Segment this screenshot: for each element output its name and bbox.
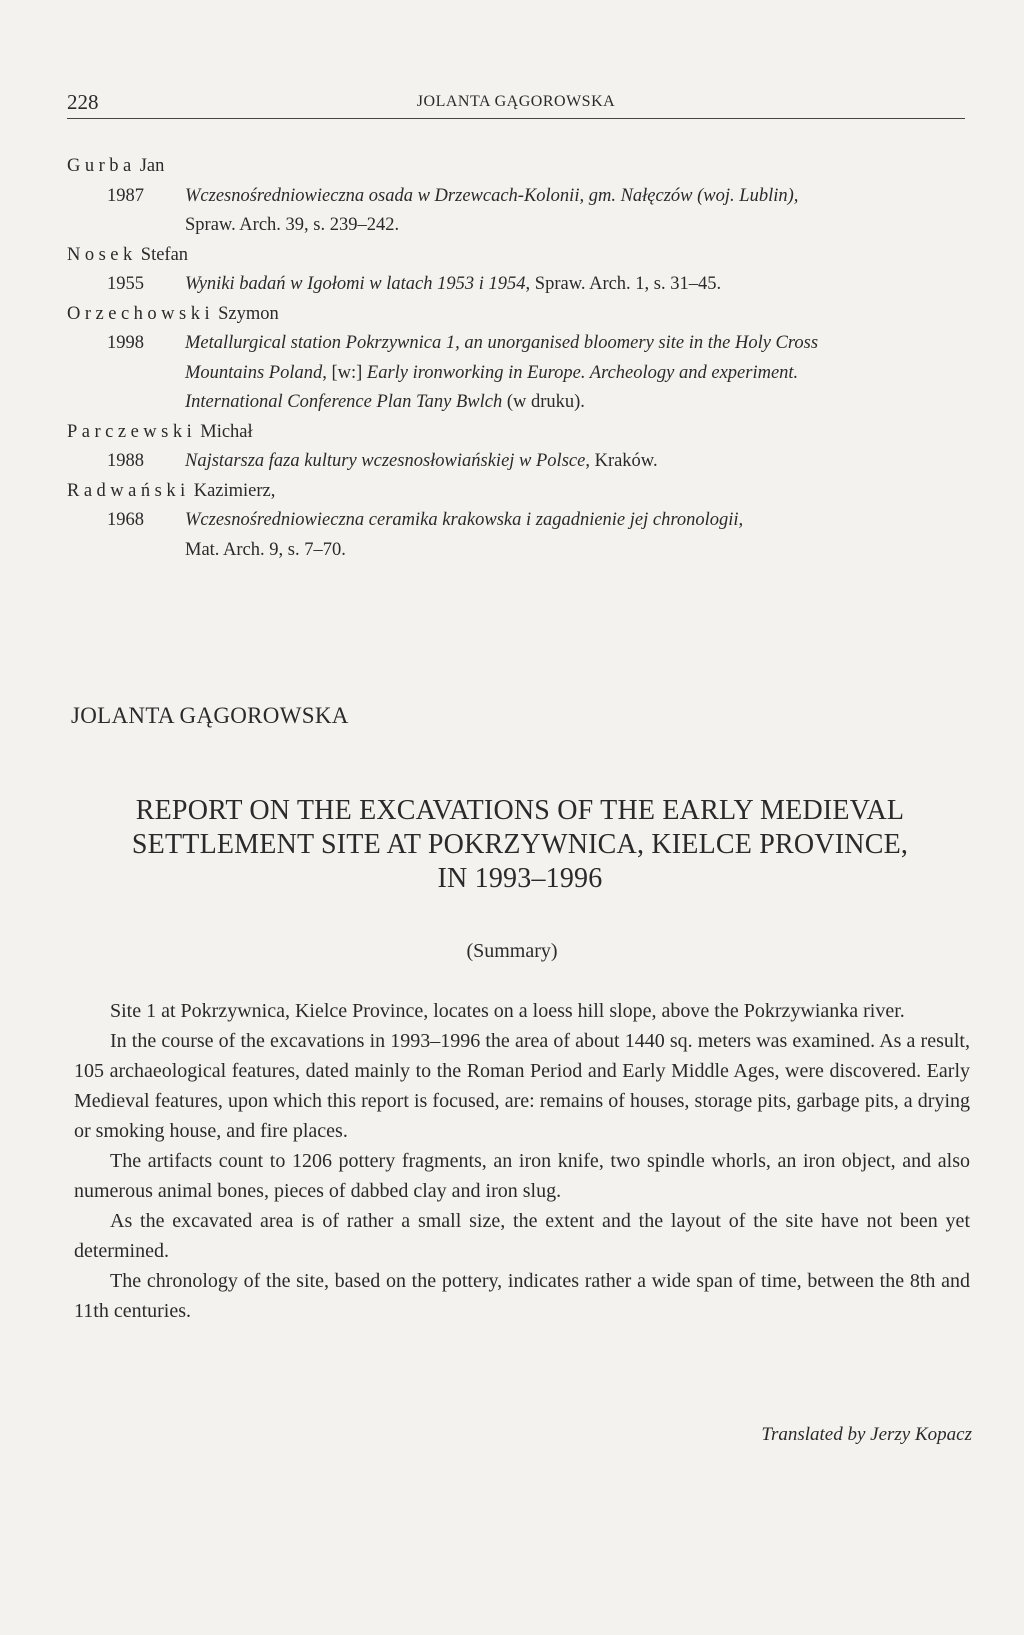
bib-citation-segment: Spraw. Arch. 39, s. 239–242.: [185, 215, 400, 235]
bib-author-given-name: Michał: [200, 421, 253, 442]
bib-author: [67, 300, 972, 330]
bib-author-surname: Nosek: [67, 244, 137, 265]
summary-paragraph: The artifacts count to 1206 pottery fragments, an iron knife, two spindle whorls, an iron object, and also numerous animal bones, pieces of dabbed clay and iron slug.: [74, 1150, 970, 1202]
running-author: JOLANTA GĄGOROWSKA: [416, 93, 616, 110]
article-author: JOLANTA GĄGOROWSKA: [71, 703, 349, 728]
bib-citation-segment: Mat. Arch. 9, s. 7–70.: [185, 539, 346, 560]
bib-title-segment: Wczesnośredniowieczna ceramika krakowska i zagadnienie jej chronologii,: [185, 510, 744, 530]
summary-paragraph: In the course of the excavations in 1993–1996 the area of about 1440 sq. meters was examined. As a result, 105 archaeological features, dated mainly to the Roman Period and Early Middle Ages, were discovered. Early Medieval features, upon which this report is focused, are: remains of houses, storage pits, garbage pits, a drying or smoking house, and fire places.: [74, 1030, 970, 1142]
bib-author-surname: Orzechowski: [67, 303, 215, 324]
bib-entry-text: [177, 506, 972, 565]
bib-author: [67, 241, 972, 271]
bib-author-given-name: Szymon: [218, 303, 279, 324]
bib-entry-year: 1998: [107, 333, 144, 353]
bib-title-segment: International Conference Plan Tany Bwlch: [185, 392, 503, 412]
summary-label: (Summary): [466, 940, 558, 962]
bib-entry-year: 1988: [107, 451, 144, 471]
bib-author-given-name: Jan: [139, 156, 165, 176]
summary-paragraph: As the excavated area is of rather a small size, the extent and the layout of the site have not been yet determined.: [74, 1210, 970, 1262]
bib-entry-line: [185, 388, 972, 418]
bib-entry-line: [185, 506, 972, 536]
bib-entry-line: [185, 447, 972, 477]
bib-entry-text: [177, 447, 972, 477]
bib-entry-line: [185, 270, 972, 300]
bib-author: [67, 477, 972, 507]
bib-citation-segment: , Kraków.: [585, 451, 658, 471]
bib-entry-text: [177, 270, 972, 300]
bibliography: [67, 152, 972, 565]
bib-entry-line: [185, 329, 972, 359]
bib-entry-year: 1955: [107, 274, 144, 294]
summary-body: [74, 996, 970, 1326]
bib-entry: [67, 447, 972, 477]
bib-citation-segment: (w druku).: [502, 392, 585, 412]
page-number: 228: [67, 90, 99, 114]
bib-entry-text: [177, 329, 972, 418]
bib-entry: [67, 506, 972, 565]
bib-entry: [67, 270, 972, 300]
bib-author: [67, 418, 972, 448]
bib-entry-line: [185, 182, 972, 212]
article-title-line: SETTLEMENT SITE AT POKRZYWNICA, KIELCE PROVINCE,: [131, 829, 909, 860]
bib-author-given-name: Kazimierz,: [193, 480, 276, 501]
bib-title-segment: Mountains Poland: [185, 362, 323, 383]
bib-entry-text: [177, 182, 972, 241]
bib-author: [67, 152, 972, 182]
summary-paragraph: Site 1 at Pokrzywnica, Kielce Province, locates on a loess hill slope, above the Pokrzywianka river.: [110, 1000, 905, 1022]
article-title: [60, 794, 980, 896]
bib-citation-segment: , [w:]: [322, 362, 367, 383]
translator-credit: Translated by Jerzy Kopacz: [761, 1424, 972, 1445]
bib-author-surname: Gurba: [67, 156, 136, 176]
bib-entry-year: 1968: [107, 510, 144, 530]
bib-author-given-name: Stefan: [140, 244, 189, 265]
bib-title-segment: Metallurgical station Pokrzywnica 1, an unorganised bloomery site in the Holy Cross: [185, 333, 819, 353]
bib-entry-line: [185, 359, 972, 389]
running-header: [67, 88, 965, 119]
summary-paragraph: The chronology of the site, based on the pottery, indicates rather a wide span of time, between the 8th and 11th centuries.: [74, 1270, 970, 1322]
bib-author-surname: Radwański: [67, 480, 190, 501]
bib-title-segment: Wczesnośredniowieczna osada w Drzewcach-Kolonii, gm. Nałęczów (woj. Lublin),: [185, 185, 799, 206]
article-title-line: REPORT ON THE EXCAVATIONS OF THE EARLY MEDIEVAL: [135, 795, 905, 826]
bib-entry-line: [185, 211, 972, 241]
bib-title-segment: Najstarsza faza kultury wczesnosłowiańskiej w Polsce: [185, 451, 586, 471]
bib-title-segment: Wyniki badań w Igołomi w latach 1953 i 1954: [185, 274, 526, 294]
bib-entry: [67, 182, 972, 241]
bib-entry-line: [185, 536, 972, 566]
bib-citation-segment: , Spraw. Arch. 1, s. 31–45.: [525, 274, 722, 294]
bib-entry: [67, 329, 972, 418]
article-title-line: IN 1993–1996: [437, 863, 603, 894]
bib-entry-year: 1987: [107, 185, 144, 206]
bib-title-segment: Early ironworking in Europe. Archeology and experiment.: [366, 362, 799, 383]
bib-author-surname: Parczewski: [67, 421, 197, 442]
